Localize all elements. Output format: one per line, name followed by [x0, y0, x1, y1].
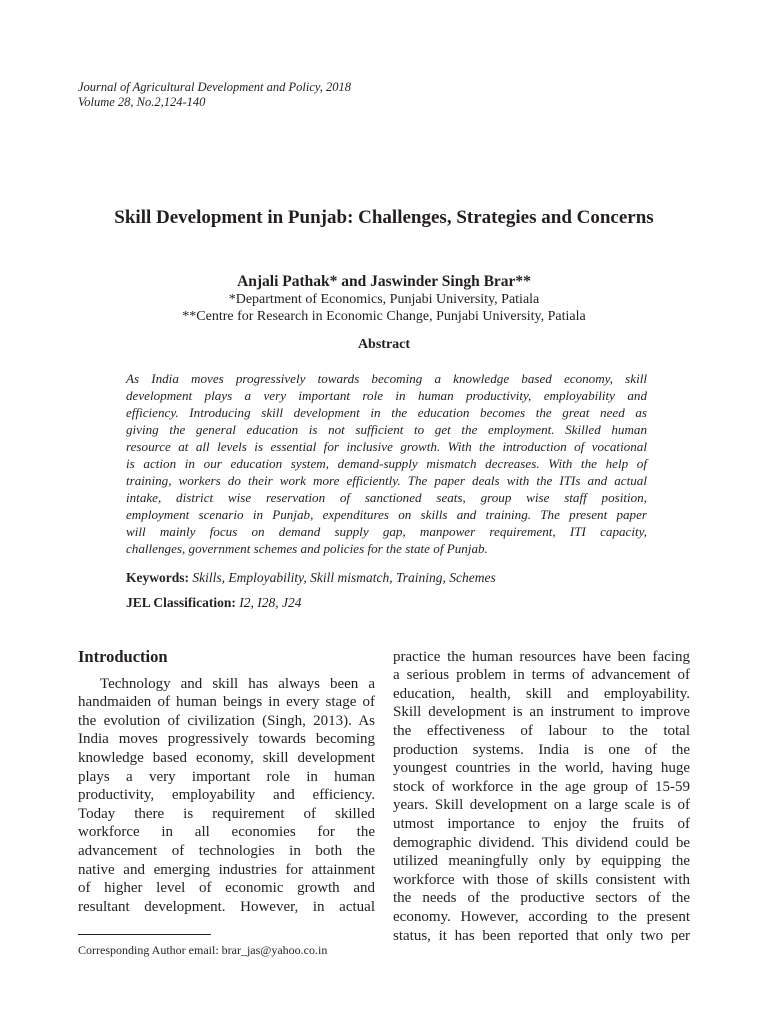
body-line: native and emerging industries for attainment [78, 861, 375, 878]
body-line: Today there is requirement of skilled [78, 805, 375, 822]
body-column-left [78, 675, 375, 917]
body-line: of higher level of economic growth and [78, 880, 375, 897]
abstract-line: resource at all levels is essential for inclusive growth. With the introduction of vocational [126, 438, 647, 454]
jel-label: JEL Classification: [126, 595, 236, 610]
body-line: India moves progressively towards becoming [78, 731, 375, 748]
paper-authors: Anjali Pathak* and Jaswinder Singh Brar** [237, 273, 531, 290]
body-line: the needs of the productive sectors of the [393, 890, 690, 907]
body-line: utilized meaningfully only by equipping the [393, 853, 690, 870]
footnote-corresponding-author: Corresponding Author email: brar_jas@yahoo.co.in [78, 943, 328, 957]
journal-name: Journal of Agricultural Development and Policy, 2018 [78, 80, 351, 94]
abstract-line: employment scenario in Punjab, expenditures on skills and training. The present paper [126, 507, 647, 523]
section-heading-introduction: Introduction [78, 647, 168, 666]
body-line: the evolution of civilization (Singh, 2013). As [78, 712, 375, 729]
affiliation-2: **Centre for Research in Economic Change, Punjabi University, Patiala [182, 308, 586, 324]
journal-volume: Volume 28, No.2,124-140 [78, 95, 206, 109]
body-line: stock of workforce in the age group of 15-59 [393, 778, 690, 795]
body-line: resultant development. However, in actual [78, 898, 375, 915]
body-line: the effectiveness of labour to the total [393, 723, 690, 740]
body-line: knowledge based economy, skill development [78, 750, 375, 767]
body-line: youngest countries in the world, having huge [393, 760, 690, 777]
keywords-label: Keywords: [126, 570, 189, 585]
body-line: utmost importance to enjoy the fruits of [393, 816, 690, 833]
body-line: a serious problem in terms of advancement of [393, 667, 690, 684]
abstract-line: intake, district wise reservation of sanctioned seats, group wise staff position, [126, 490, 647, 506]
abstract-line: challenges, government schemes and policies for the state of Punjab. [126, 541, 488, 557]
abstract-text [126, 370, 647, 558]
footnote-divider [78, 934, 211, 935]
body-line: years. Skill development on a large scale is of [393, 797, 690, 814]
body-line: Technology and skill has always been a [100, 675, 375, 692]
abstract-line: giving the general education is not sufficient to get the employment. Skilled human [126, 421, 647, 437]
keywords [126, 569, 496, 587]
journal-citation [78, 80, 351, 110]
abstract-line: development plays a very important role in human productivity, employability and [126, 387, 647, 403]
body-line: economy. However, according to the present [393, 909, 690, 925]
abstract-line: is action in our education system, demand-supply mismatch decreases. With the help of [126, 455, 647, 471]
abstract-line: As India moves progressively towards becoming a knowledge based economy, skill [126, 370, 647, 386]
body-line: workforce with those of skills consistent with [393, 871, 690, 888]
body-line: advancement of technologies in both the [78, 843, 375, 860]
body-line: education, health, skill and employability. [393, 685, 690, 702]
body-line: handmaiden of human beings in every stage of [78, 694, 375, 711]
paper-title: Skill Development in Punjab: Challenges, Strategies and Concerns [114, 207, 654, 228]
body-line: Skill development is an instrument to improve [393, 704, 690, 721]
body-line: workforce in all economies for the [78, 824, 375, 841]
body-line: practice the human resources have been facing [393, 648, 690, 665]
keywords-value: Skills, Employability, Skill mismatch, Training, Schemes [192, 570, 496, 585]
abstract-line: efficiency. Introducing skill development in the education becomes the great need as [126, 404, 647, 420]
body-line: demographic dividend. This dividend could be [393, 834, 690, 851]
body-line: production systems. India is one of the [393, 741, 690, 758]
body-line: productivity, employability and efficiency. [78, 787, 375, 804]
abstract-line: will mainly focus on demand supply gap, manpower requirement, ITI capacity, [126, 524, 647, 540]
jel-classification [126, 594, 302, 612]
jel-value: I2, I28, J24 [239, 595, 302, 610]
abstract-heading: Abstract [357, 337, 411, 352]
body-column-right [393, 648, 690, 946]
body-line: status, it has been reported that only two per [393, 927, 690, 944]
abstract-line: training, workers do their work more efficiently. The paper deals with the ITIs and actual [126, 473, 647, 489]
body-line: plays a very important role in human [78, 768, 375, 785]
affiliation-1: *Department of Economics, Punjabi University, Patiala [228, 291, 540, 307]
